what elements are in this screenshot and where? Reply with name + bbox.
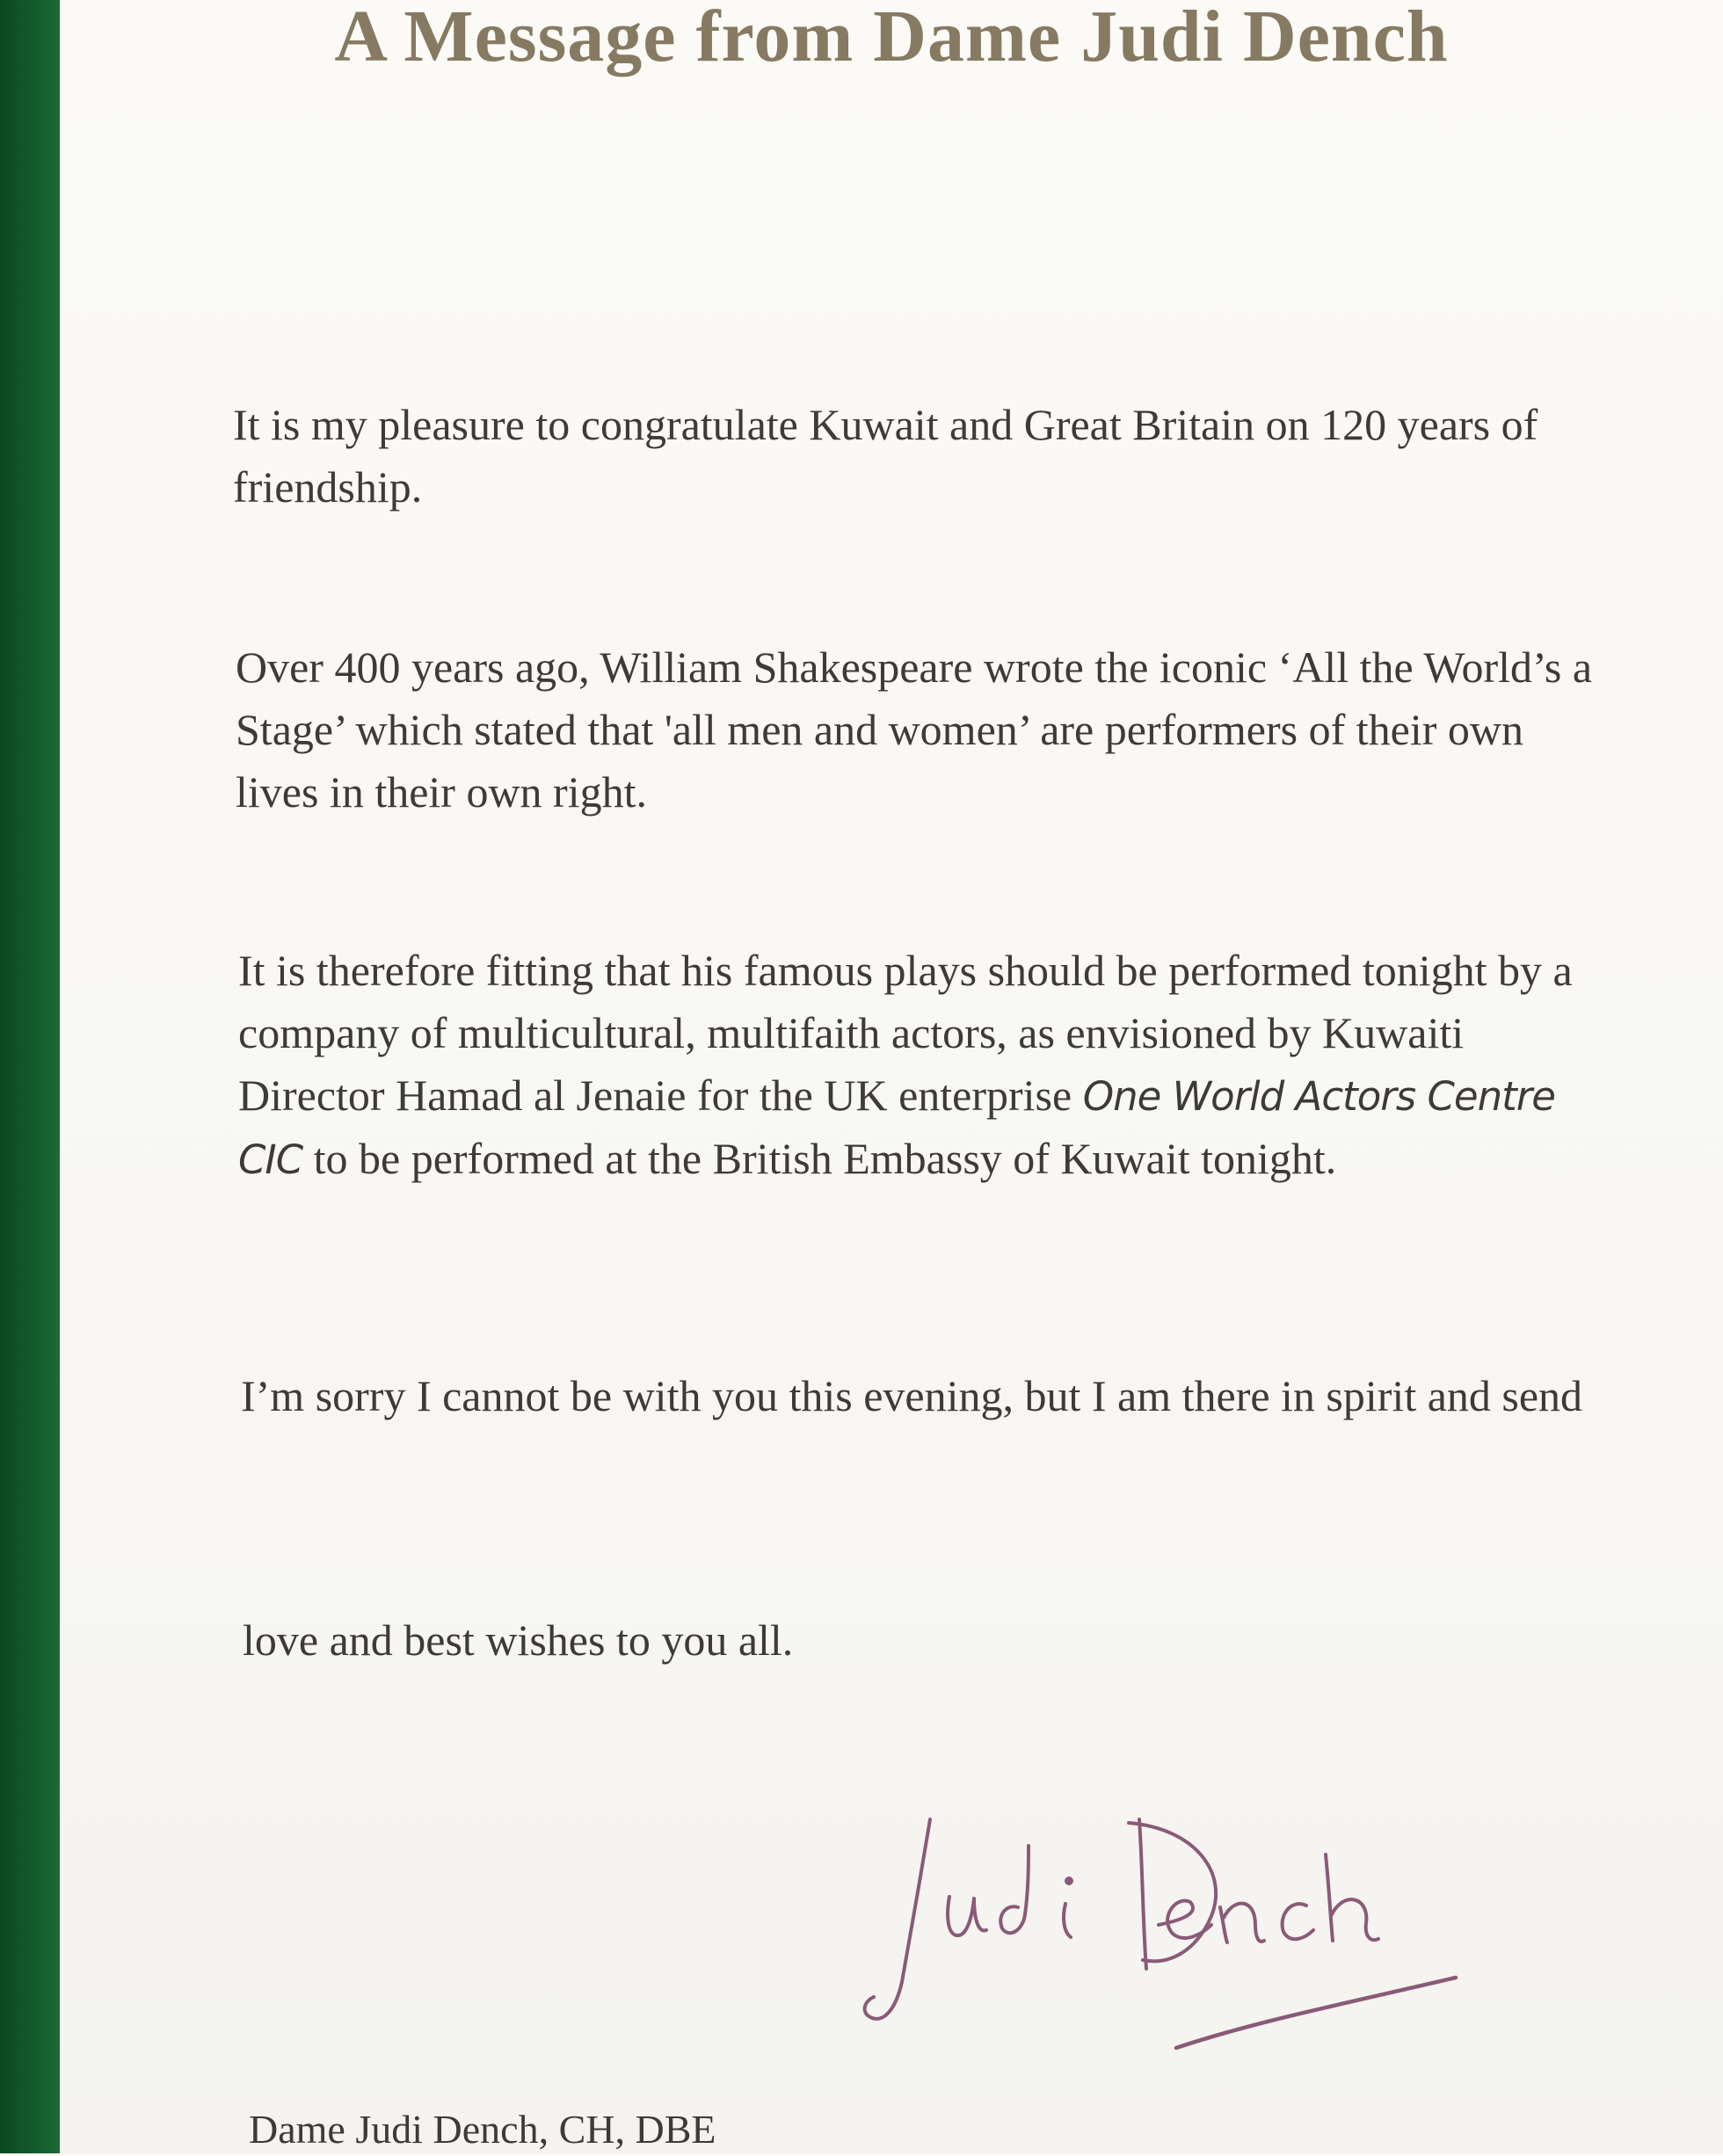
signature-stroke-d-capital xyxy=(1129,1819,1216,1969)
signature-stroke-d xyxy=(1000,1846,1029,1933)
signature-stroke-h xyxy=(1326,1855,1378,1941)
paragraph-performance-text-end: to be performed at the British Embassy of Kuwait tonight. xyxy=(302,1134,1337,1183)
page-title: A Message from Dame Judi Dench xyxy=(334,0,1449,77)
letter-page xyxy=(60,0,1723,2153)
organization-name: One World Actors Centre CIC xyxy=(238,1073,1555,1183)
paragraph-apology: I’m sorry I cannot be with you this evening, but I am there in spirit and send xyxy=(241,1371,1583,1420)
signature-stroke-e xyxy=(1159,1901,1211,1939)
paragraph-shakespeare: Over 400 years ago, William Shakespeare wrote the iconic ‘All the World’s a Stage’ which stated that 'all men and women’ are performers of their own lives in their own right. xyxy=(236,642,1593,817)
paragraph-closing: love and best wishes to you all. xyxy=(243,1615,794,1665)
signature-stroke-u xyxy=(948,1897,986,1935)
handwritten-signature xyxy=(798,1793,1501,2074)
signatory-name: Dame Judi Dench, CH, DBE xyxy=(249,2107,716,2152)
paragraph-performance xyxy=(238,940,1610,1191)
paragraph-performance-text: It is therefore fitting that his famous plays should be performed tonight by a company of multicultural, multifaith actors, as envisioned by Kuwaiti Director Hamad al Jenaie for the UK enterprise xyxy=(238,946,1573,1120)
signature-stroke-c xyxy=(1283,1904,1313,1939)
paragraph-congratulations: It is my pleasure to congratulate Kuwait and Great Britain on 120 years of friendship. xyxy=(233,400,1538,512)
signature-stroke-n xyxy=(1220,1904,1264,1942)
signature-underline xyxy=(1176,1978,1456,2048)
signature-dot-i xyxy=(1066,1878,1072,1884)
signature-stroke-j xyxy=(865,1819,930,2019)
signature-stroke-i xyxy=(1064,1904,1071,1937)
green-edge-strip xyxy=(0,0,60,2153)
